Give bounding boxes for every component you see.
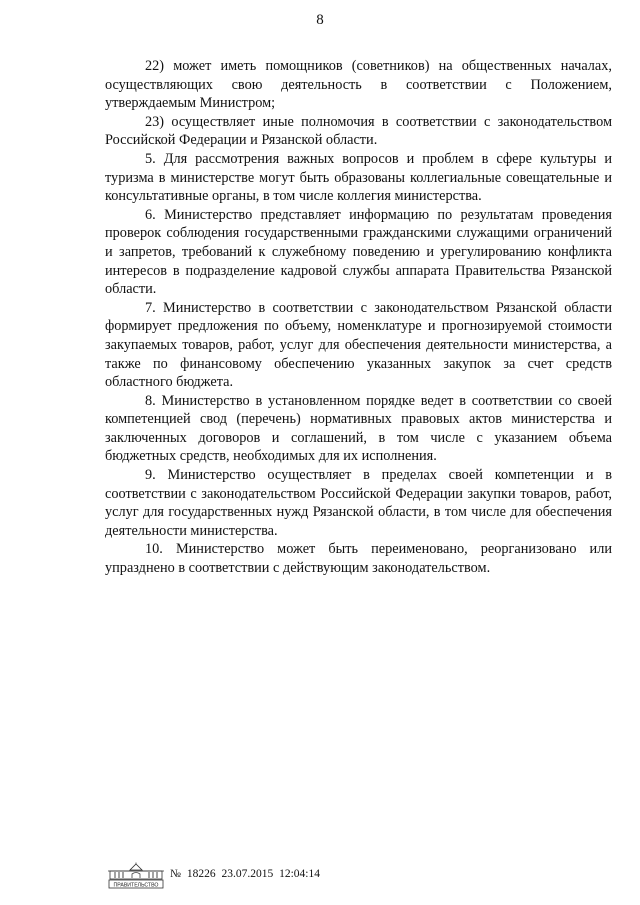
svg-text:ПРАВИТЕЛЬСТВО: ПРАВИТЕЛЬСТВО (113, 882, 159, 889)
paragraph-clause-6: 6. Министерство представляет информацию по результатам проведения проверок соблюдения государственными гражданскими служащими ограничений и запретов, требований к служебному поведению и урегулированию конфликта интересов в подразделение кадровой службы аппарата Правительства Рязанской области. (105, 206, 612, 298)
government-stamp-icon (106, 862, 166, 890)
paragraph-clause-10: 10. Министерство может быть переименовано, реорганизовано или упразднено в соответствии с действующим законодательством. (105, 541, 612, 577)
paragraph-clause-9: 9. Министерство осуществляет в пределах своей компетенции и в соответствии с законодательством Российской Федерации закупки товаров, работ, услуг для государственных нужд Рязанской области, в том числе для обеспечения деятельности министерства. (105, 467, 612, 539)
number-sign: № (170, 868, 181, 880)
paragraph-clause-7: 7. Министерство в соответствии с законодательством Рязанской области формирует предложения по объему, номенклатуре и прогнозируемой стоимости закупаемых товаров, работ, услуг для обеспечения деятельности министерства, а также по финансовому обеспечению указанных закупок за счет средств областного бюджета. (105, 299, 612, 391)
page-number: 8 (316, 12, 324, 28)
registration-number: 18226 (186, 868, 216, 880)
paragraph-item-22: 22) может иметь помощников (советников) на общественных началах, осуществляющих свою деятельность в соответствии с Положением, утверждаемым Министром; (105, 58, 612, 112)
document-body (105, 57, 612, 578)
registration-info (170, 866, 323, 882)
registration-date: 23.07.2015 (221, 868, 274, 880)
paragraph-clause-5: 5. Для рассмотрения важных вопросов и проблем в сфере культуры и туризма в министерстве могут быть образованы коллегиальные совещательные и консультативные органы, в том числе коллегия министерства. (105, 150, 612, 205)
registration-footer (106, 862, 526, 890)
registration-time: 12:04:14 (279, 868, 320, 880)
paragraph-clause-8: 8. Министерство в установленном порядке ведет в соответствии со своей компетенцией свод (перечень) нормативных правовых актов министерства и заключенных договоров и соглашений, в том числе с указанием объема бюджетных средств, необходимых для их исполнения. (105, 392, 612, 465)
paragraph-item-23: 23) осуществляет иные полномочия в соответствии с законодательством Российской Федерации и Рязанской области. (105, 113, 612, 149)
